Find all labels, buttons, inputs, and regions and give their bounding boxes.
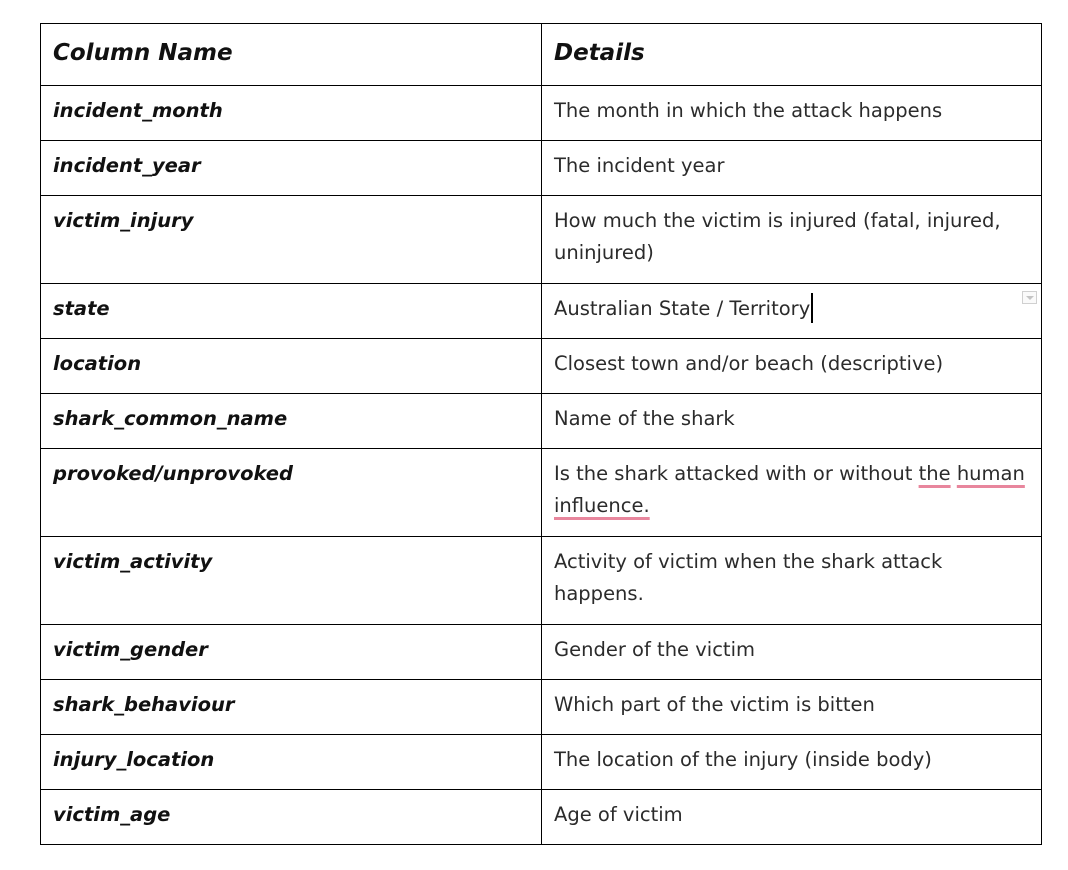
column-name-text: shark_common_name bbox=[53, 407, 288, 430]
details-text: Activity of victim when the shark attack happens. bbox=[554, 550, 943, 605]
column-name-text: victim_injury bbox=[53, 209, 194, 232]
details-text: Name of the shark bbox=[554, 407, 735, 430]
column-name-cell[interactable] bbox=[41, 680, 542, 735]
details-cell-active[interactable] bbox=[542, 284, 1042, 339]
column-name-text: provoked/unprovoked bbox=[53, 462, 293, 485]
table-row bbox=[41, 449, 1042, 537]
table-row bbox=[41, 735, 1042, 790]
column-name-text: victim_age bbox=[53, 803, 171, 826]
details-text: Australian State / Territory bbox=[554, 297, 811, 320]
column-name-cell[interactable] bbox=[41, 141, 542, 196]
details-text-part: Is the shark attacked with or without bbox=[554, 462, 919, 485]
text-cursor bbox=[811, 293, 813, 323]
column-name-cell[interactable] bbox=[41, 196, 542, 284]
table-row bbox=[41, 339, 1042, 394]
column-name-cell[interactable] bbox=[41, 449, 542, 537]
details-cell[interactable] bbox=[542, 86, 1042, 141]
details-cell[interactable] bbox=[542, 625, 1042, 680]
column-name-text: shark_behaviour bbox=[53, 693, 235, 716]
details-text: The month in which the attack happens bbox=[554, 99, 943, 122]
column-name-cell[interactable] bbox=[41, 284, 542, 339]
spellcheck-word[interactable]: influence. bbox=[554, 494, 650, 517]
details-cell[interactable] bbox=[542, 339, 1042, 394]
table-row bbox=[41, 394, 1042, 449]
header-row bbox=[41, 24, 1042, 86]
table-row bbox=[41, 537, 1042, 625]
column-name-cell[interactable] bbox=[41, 625, 542, 680]
column-name-cell[interactable] bbox=[41, 394, 542, 449]
column-name-text: incident_year bbox=[53, 154, 201, 177]
details-text: The location of the injury (inside body) bbox=[554, 748, 932, 771]
table-row bbox=[41, 141, 1042, 196]
details-text-wrap bbox=[554, 293, 1029, 325]
table-row bbox=[41, 680, 1042, 735]
table-row bbox=[41, 284, 1042, 339]
column-name-text: incident_month bbox=[53, 99, 223, 122]
details-text bbox=[554, 458, 1029, 522]
column-name-text: location bbox=[53, 352, 142, 375]
column-name-cell[interactable] bbox=[41, 735, 542, 790]
column-name-text: state bbox=[53, 297, 110, 320]
table-row bbox=[41, 625, 1042, 680]
data-dictionary-table bbox=[40, 23, 1042, 845]
details-cell[interactable] bbox=[542, 680, 1042, 735]
details-cell[interactable] bbox=[542, 735, 1042, 790]
details-cell[interactable] bbox=[542, 537, 1042, 625]
column-name-text: victim_gender bbox=[53, 638, 208, 661]
details-text: Age of victim bbox=[554, 803, 683, 826]
details-cell[interactable] bbox=[542, 394, 1042, 449]
chevron-down-icon[interactable] bbox=[1022, 291, 1037, 304]
spellcheck-word[interactable]: the bbox=[918, 462, 951, 485]
column-name-header[interactable]: Column Name bbox=[41, 24, 542, 86]
column-name-cell[interactable] bbox=[41, 790, 542, 845]
details-header[interactable]: Details bbox=[542, 24, 1042, 86]
column-name-cell[interactable] bbox=[41, 86, 542, 141]
details-text: The incident year bbox=[554, 154, 725, 177]
details-cell[interactable] bbox=[542, 449, 1042, 537]
table-row bbox=[41, 790, 1042, 845]
details-text: Gender of the victim bbox=[554, 638, 755, 661]
column-name-text: victim_activity bbox=[53, 550, 213, 573]
table-row bbox=[41, 196, 1042, 284]
details-text: Which part of the victim is bitten bbox=[554, 693, 875, 716]
details-text: How much the victim is injured (fatal, injured, uninjured) bbox=[554, 209, 1001, 264]
details-text: Closest town and/or beach (descriptive) bbox=[554, 352, 944, 375]
details-cell[interactable] bbox=[542, 196, 1042, 284]
column-name-cell[interactable] bbox=[41, 537, 542, 625]
spellcheck-word[interactable]: human bbox=[956, 462, 1025, 485]
details-cell[interactable] bbox=[542, 141, 1042, 196]
table-row bbox=[41, 86, 1042, 141]
column-name-text: injury_location bbox=[53, 748, 215, 771]
details-cell[interactable] bbox=[542, 790, 1042, 845]
column-name-cell[interactable] bbox=[41, 339, 542, 394]
